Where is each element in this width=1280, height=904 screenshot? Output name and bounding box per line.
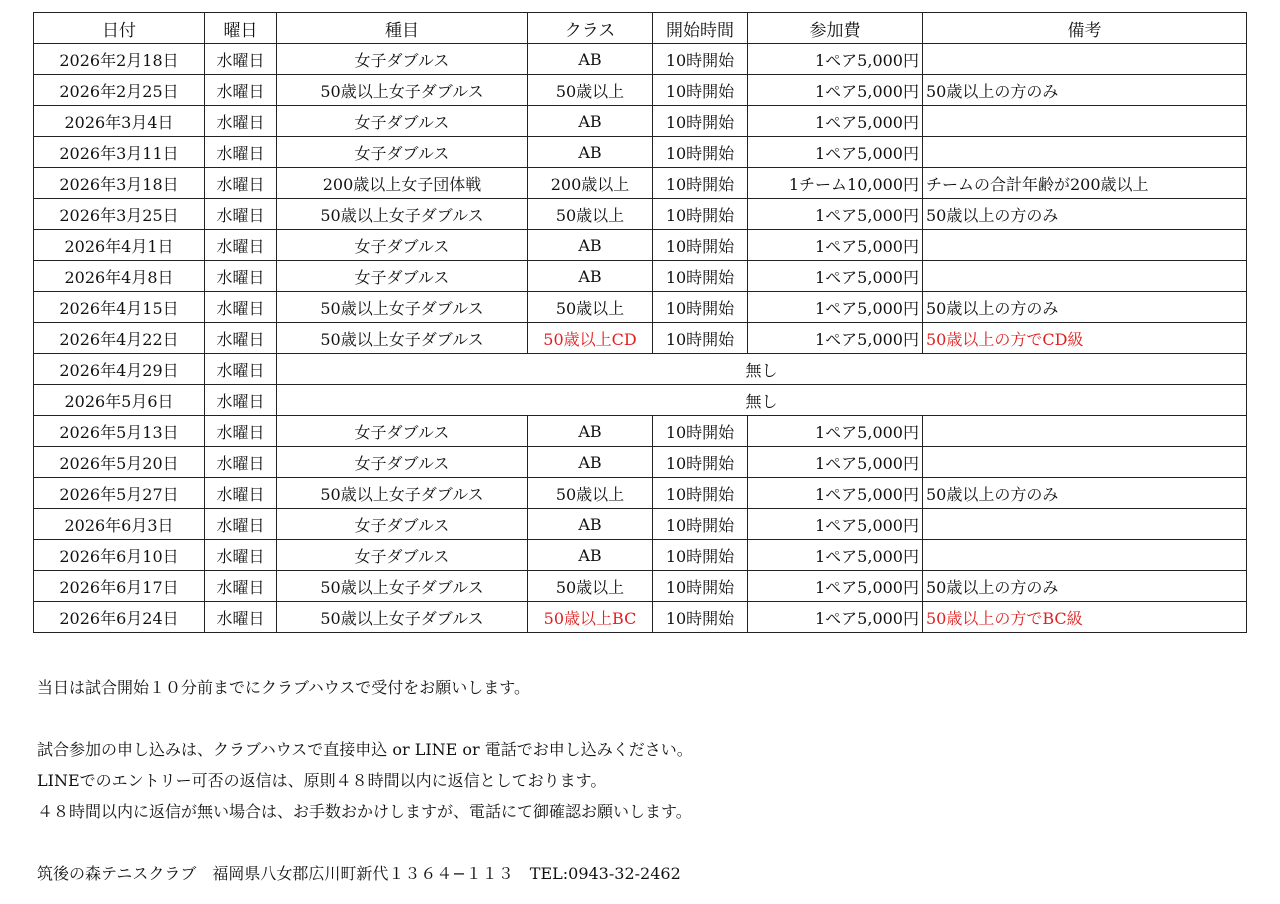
cell-fee: 1ペア5,000円 [748,602,923,633]
cell-note: 50歳以上の方でCD級 [923,323,1247,354]
cell-fee: 1ペア5,000円 [748,44,923,75]
cell-date: 2026年5月13日 [34,416,205,447]
cell-start-time: 10時開始 [653,261,748,292]
cell-day: 水曜日 [205,354,277,385]
table-row [34,323,1247,354]
cell-start-time: 10時開始 [653,323,748,354]
cell-note: チームの合計年齢が200歳以上 [923,168,1247,199]
cell-note [923,540,1247,571]
cell-day: 水曜日 [205,106,277,137]
cell-event: 女子ダブルス [277,261,528,292]
cell-start-time: 10時開始 [653,199,748,230]
cell-start-time: 10時開始 [653,292,748,323]
header-note: 備考 [923,13,1247,44]
cell-start-time: 10時開始 [653,106,748,137]
cell-event: 50歳以上女子ダブルス [277,478,528,509]
cell-class: 50歳以上 [528,478,653,509]
cell-event: 女子ダブルス [277,509,528,540]
cell-date: 2026年3月25日 [34,199,205,230]
cell-fee: 1ペア5,000円 [748,509,923,540]
table-row [34,385,1247,416]
cell-class: 50歳以上BC [528,602,653,633]
cell-day: 水曜日 [205,199,277,230]
cell-fee: 1チーム10,000円 [748,168,923,199]
cell-note [923,106,1247,137]
table-row [34,292,1247,323]
cell-note: 50歳以上の方のみ [923,571,1247,602]
table-row [34,354,1247,385]
cell-class: 50歳以上CD [528,323,653,354]
cell-note: 50歳以上の方のみ [923,478,1247,509]
header-class: クラス [528,13,653,44]
cell-event: 50歳以上女子ダブルス [277,323,528,354]
schedule-table [33,12,1247,633]
line-reply-note: LINEでのエントリー可否の返信は、原則４８時間以内に返信としております。 [37,771,607,790]
cell-start-time: 10時開始 [653,44,748,75]
cell-date: 2026年2月25日 [34,75,205,106]
cell-day: 水曜日 [205,478,277,509]
cell-class: 50歳以上 [528,571,653,602]
cell-day: 水曜日 [205,385,277,416]
table-row [34,540,1247,571]
cell-start-time: 10時開始 [653,571,748,602]
cell-fee: 1ペア5,000円 [748,292,923,323]
cell-date: 2026年5月20日 [34,447,205,478]
cell-start-time: 10時開始 [653,168,748,199]
cell-class: 50歳以上 [528,75,653,106]
cell-date: 2026年2月18日 [34,44,205,75]
table-body [34,44,1247,633]
cell-date: 2026年4月1日 [34,230,205,261]
spacer [37,827,693,858]
table-row [34,478,1247,509]
cell-event: 女子ダブルス [277,416,528,447]
table-row [34,75,1247,106]
table-header-row [34,13,1247,44]
cell-fee: 1ペア5,000円 [748,416,923,447]
no-reply-note: ４８時間以内に返信が無い場合は、お手数おかけしますが、電話にて御確認お願いします。 [37,802,692,821]
cell-class: AB [528,230,653,261]
cell-event: 女子ダブルス [277,44,528,75]
cell-class: AB [528,416,653,447]
header-fee: 参加費 [748,13,923,44]
cell-start-time: 10時開始 [653,602,748,633]
table-row [34,509,1247,540]
cell-day: 水曜日 [205,75,277,106]
cell-note [923,509,1247,540]
cell-date: 2026年6月10日 [34,540,205,571]
cell-date: 2026年6月17日 [34,571,205,602]
cell-note [923,447,1247,478]
cell-note [923,44,1247,75]
cell-date: 2026年4月15日 [34,292,205,323]
header-date: 日付 [34,13,205,44]
cell-start-time: 10時開始 [653,509,748,540]
cell-note: 50歳以上の方でBC級 [923,602,1247,633]
cell-fee: 1ペア5,000円 [748,323,923,354]
notes-section [37,672,693,889]
cell-class: 50歳以上 [528,292,653,323]
table-row [34,106,1247,137]
cell-fee: 1ペア5,000円 [748,571,923,602]
cell-start-time: 10時開始 [653,137,748,168]
spacer [37,703,693,734]
cell-fee: 1ペア5,000円 [748,75,923,106]
cell-event: 女子ダブルス [277,106,528,137]
cell-fee: 1ペア5,000円 [748,106,923,137]
cell-none: 無し [277,354,1247,385]
table-row [34,602,1247,633]
header-day: 曜日 [205,13,277,44]
table-row [34,571,1247,602]
table-row [34,44,1247,75]
cell-class: AB [528,137,653,168]
cell-start-time: 10時開始 [653,230,748,261]
table-row [34,168,1247,199]
cell-class: AB [528,509,653,540]
cell-class: AB [528,106,653,137]
cell-note [923,261,1247,292]
cell-note: 50歳以上の方のみ [923,75,1247,106]
cell-event: 50歳以上女子ダブルス [277,571,528,602]
cell-start-time: 10時開始 [653,540,748,571]
cell-date: 2026年3月18日 [34,168,205,199]
cell-fee: 1ペア5,000円 [748,261,923,292]
cell-event: 女子ダブルス [277,137,528,168]
cell-class: AB [528,447,653,478]
cell-fee: 1ペア5,000円 [748,230,923,261]
cell-date: 2026年5月27日 [34,478,205,509]
header-start-time: 開始時間 [653,13,748,44]
cell-fee: 1ペア5,000円 [748,199,923,230]
cell-date: 2026年4月8日 [34,261,205,292]
cell-event: 女子ダブルス [277,447,528,478]
cell-event: 女子ダブルス [277,540,528,571]
club-contact-info: 筑後の森テニスクラブ 福岡県八女郡広川町新代１３６４−１１３ TEL:0943-32-2462 [37,864,681,883]
cell-day: 水曜日 [205,44,277,75]
cell-date: 2026年4月29日 [34,354,205,385]
cell-note [923,416,1247,447]
cell-day: 水曜日 [205,323,277,354]
header-event: 種目 [277,13,528,44]
cell-date: 2026年5月6日 [34,385,205,416]
cell-note [923,230,1247,261]
cell-day: 水曜日 [205,540,277,571]
cell-class: AB [528,540,653,571]
cell-none: 無し [277,385,1247,416]
reception-note: 当日は試合開始１０分前までにクラブハウスで受付をお願いします。 [37,678,530,697]
cell-fee: 1ペア5,000円 [748,478,923,509]
cell-day: 水曜日 [205,292,277,323]
cell-day: 水曜日 [205,571,277,602]
cell-event: 50歳以上女子ダブルス [277,199,528,230]
table-row [34,137,1247,168]
cell-fee: 1ペア5,000円 [748,137,923,168]
cell-note [923,137,1247,168]
cell-fee: 1ペア5,000円 [748,540,923,571]
cell-day: 水曜日 [205,447,277,478]
cell-event: 50歳以上女子ダブルス [277,75,528,106]
cell-day: 水曜日 [205,261,277,292]
cell-day: 水曜日 [205,168,277,199]
cell-start-time: 10時開始 [653,478,748,509]
cell-date: 2026年6月24日 [34,602,205,633]
cell-date: 2026年4月22日 [34,323,205,354]
cell-class: 200歳以上 [528,168,653,199]
cell-event: 50歳以上女子ダブルス [277,602,528,633]
cell-note: 50歳以上の方のみ [923,292,1247,323]
table-row [34,230,1247,261]
cell-start-time: 10時開始 [653,447,748,478]
cell-day: 水曜日 [205,509,277,540]
cell-day: 水曜日 [205,230,277,261]
cell-class: AB [528,44,653,75]
cell-date: 2026年3月11日 [34,137,205,168]
table-row [34,199,1247,230]
cell-event: 200歳以上女子団体戦 [277,168,528,199]
table-row [34,261,1247,292]
cell-class: 50歳以上 [528,199,653,230]
cell-event: 50歳以上女子ダブルス [277,292,528,323]
cell-day: 水曜日 [205,602,277,633]
cell-class: AB [528,261,653,292]
cell-fee: 1ペア5,000円 [748,447,923,478]
application-note: 試合参加の申し込みは、クラブハウスで直接申込 or LINE or 電話でお申し込みください。 [37,740,693,759]
cell-date: 2026年6月3日 [34,509,205,540]
cell-event: 女子ダブルス [277,230,528,261]
table-row [34,416,1247,447]
cell-start-time: 10時開始 [653,416,748,447]
table-row [34,447,1247,478]
cell-date: 2026年3月4日 [34,106,205,137]
cell-start-time: 10時開始 [653,75,748,106]
cell-day: 水曜日 [205,137,277,168]
cell-day: 水曜日 [205,416,277,447]
cell-note: 50歳以上の方のみ [923,199,1247,230]
